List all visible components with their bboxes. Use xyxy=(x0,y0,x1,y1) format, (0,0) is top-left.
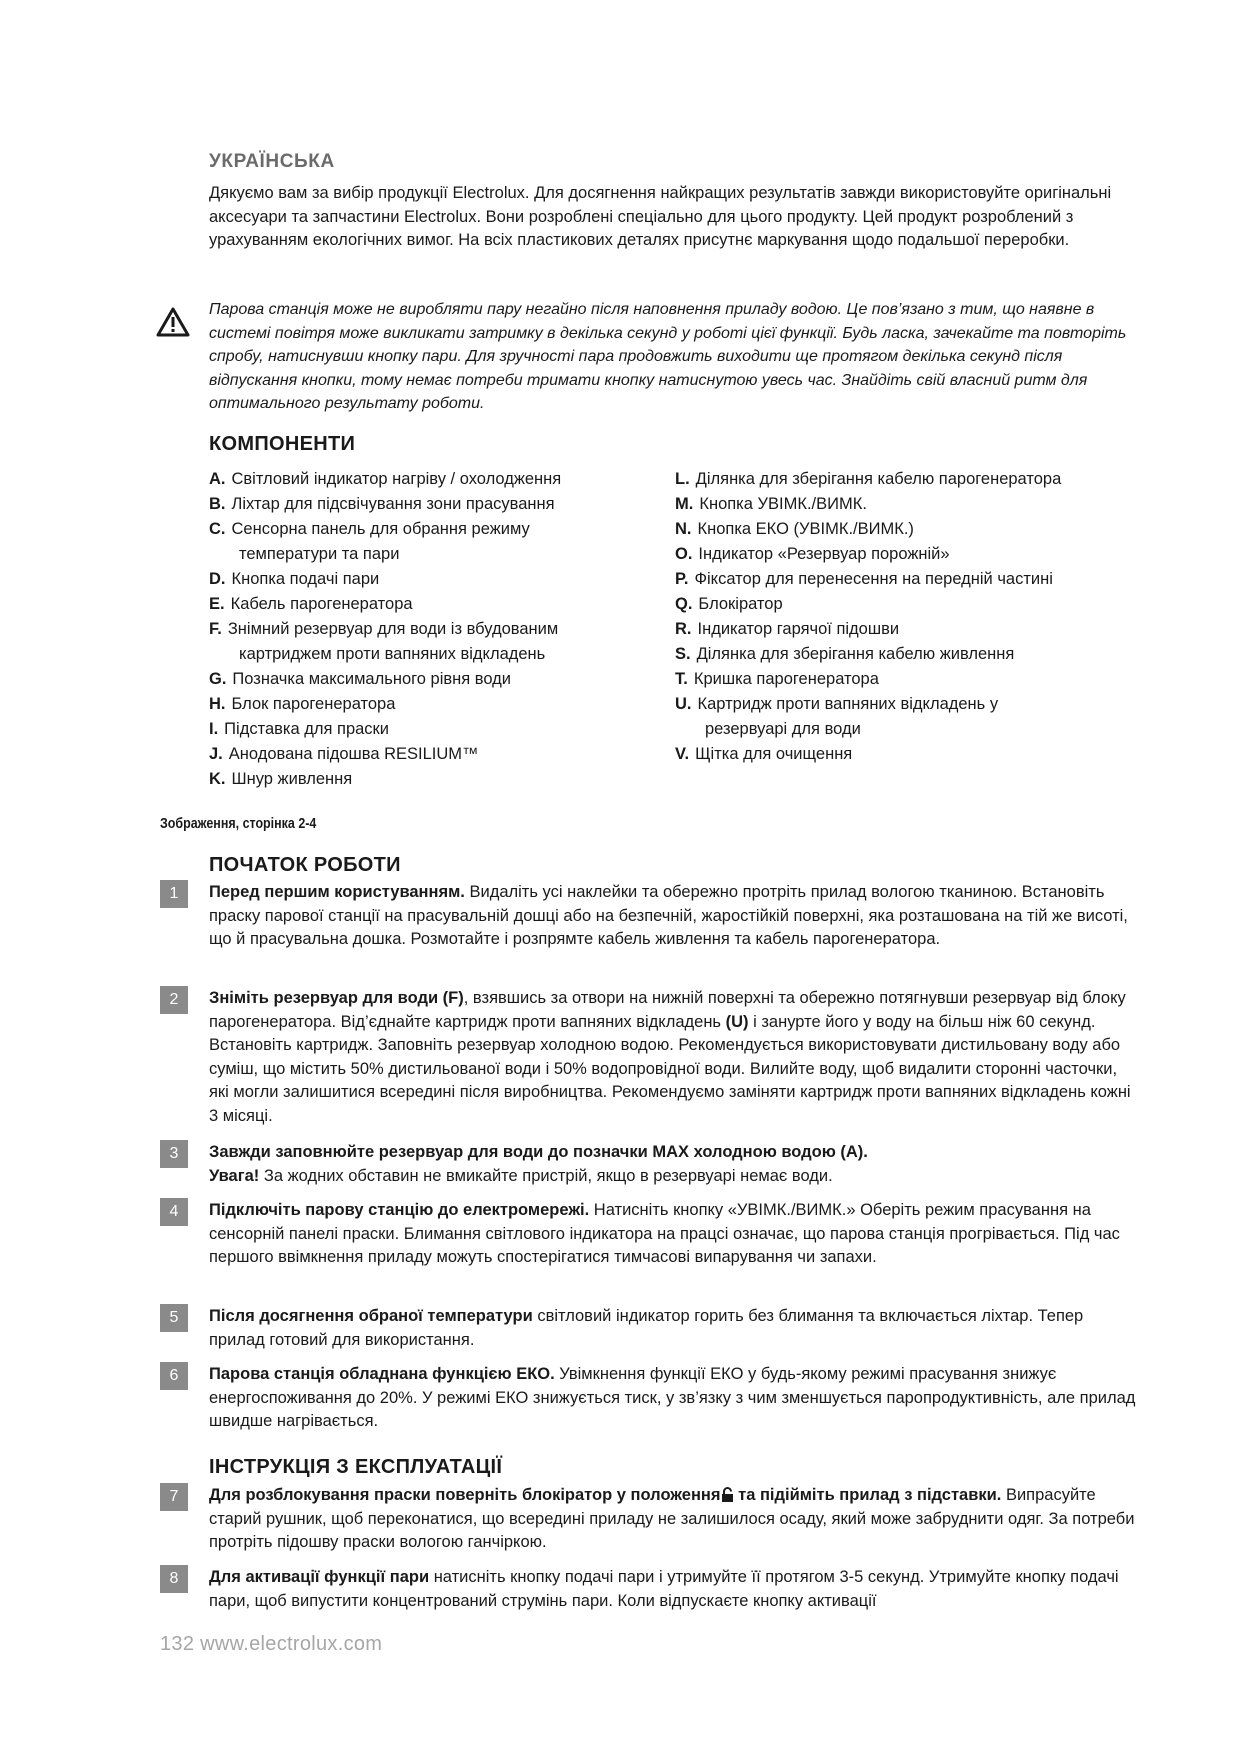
manual-page: УКРАЇНСЬКА Дякуємо вам за вибір продукції Electrolux. Для досягнення найкращих результатів завжди використовуйте оригінальні аксесуари та запчастини Electrolux. Вони розроблені спеціально для цього продукту. Цей продукт розроблений з урахуванням екологічних вимог. На всіх пластикових деталях присутнє маркування щодо подальшої переробки. Парова станція може не виробляти пару негайно після наповнення приладу водою. Це пов’язано з тим, що наявне в системі повітря може викликати затримку в декілька секунд у роботі цієї функції. Будь ласка, зачекайте та повторіть спробу, натиснувши кнопку пари. Для зручності пара продовжить виходити ще протягом декілька секунд після відпускання кнопки, тому немає потреби тримати кнопку натиснутою увесь час. Знайдіть свій власний ритм для оптимального результату роботи. КОМПОНЕНТИ A. Світловий індикатор нагріву / охолодження B. Ліхтар для підсвічування зони прасування C. Сенсорна панель для обрання режиму температури та пари D. Кнопка подачі пари E. Кабель парогенератора F. Знімний резервуар для води із вбудованим картриджем проти вапняних відкладень G. Позначка максимального рівня води H. Блок парогенератора I. Підставка для праски J. Анодована підошва RESILIUM™ K. Шнур живлення L. Ділянка для зберігання кабелю парогенератора M. Кнопка УВІМК./ВИМК. N. Кнопка ЕКО (УВІМК./ВИМК.) O. Індикатор «Резервуар порожній» P. Фіксатор для перенесення на передній частині Q. Блокіратор R. Індикатор гарячої підошви S. Ділянка для зберігання кабелю живлення T. Кришка парогенератора U. Картридж проти вапняних відкладень у резервуарі для води V. Щітка для очищення Зображення, сторінка 2-4 ПОЧАТОК РОБОТИ 1 Перед першим користуванням. Видаліть усі наклейки та обережно протріть прилад вологою тканиною. Встановіть праску парової станції на прасувальній дошці або на безпечній, жаростійкій поверхні, яка розташована на тій же висоті, що й прасувальна дошка. Розмотайте і розпрямте кабель живлення та кабель парогенератора. 2 Зніміть резервуар для води (F), взявшись за отвори на нижній поверхні та обережно потягнувши резервуар від блоку парогенератора. Від’єднайте картридж проти вапняних відкладень (U) і занурте його у воду на більш ніж 60 секунд. Встановіть картридж. Заповніть резервуар холодною водою. Рекомендується використовувати дистильовану воду або суміш, що містить 50% дистильованої води і 50% водопровідної води. Вилийте воду, щоб видалити сторонні часточки, які могли залишитися всередині після виробництва. Рекомендуємо заміняти картридж проти вапняних відкладень кожні 3 місяці. 3 Завжди заповнюйте резервуар для води до позначки MAX холодною водою (A). Увага! За жодних обставин не вмикайте пристрій, якщо в резервуарі немає води. 4 Підключіть парову станцію до електромережі. Натисніть кнопку «УВІМК./ВИМК.» Оберіть режим прасування на сенсорній панелі праски. Блимання світлового індикатора на працсі означає, що парова станція прогрівається. Під час першого ввімкнення приладу можуть спостерігатися тимчасові випарування чи запахи. 5 Після досягнення обраної температури світловий індикатор горить без блимання та включається ліхтар. Тепер прилад готовий для використання. 6 Парова станція обладнана функцією ЕКО. Увімкнення функції ЕКО у будь-якому режимі прасування знижує енергоспоживання до 20%. У режимі ЕКО знижується тиск, у зв’язку з чим зменшується паропродуктивність, але прилад швидше нагрівається. ІНСТРУКЦІЯ З ЕКСПЛУАТАЦІЇ 7 Для розблокування праски поверніть блокіратор у положення та підійміть прилад з підставки. Випрасуйте старий рушник, щоб переконатися, що всередині приладу не залишилося осаду, який може забруднити одяг. За потреби протріть підошву праски вологою ганчіркою. 8 Для активації функції пари натисніть кнопку подачі пари і утримуйте її протягом 3-5 секунд. Утримуйте кнопку подачі пари, щоб випустити концентрований струмінь пари. Коли відпускаєте кнопку активації 132 www.electrolux.com xyxy=(0,0,1241,1754)
website-link[interactable]: www.electrolux.com xyxy=(200,1633,383,1655)
unlock-icon xyxy=(721,1487,734,1502)
component-item: E. Кабель парогенератора xyxy=(209,595,413,613)
component-item: D. Кнопка подачі пари xyxy=(209,570,380,588)
component-item: L. Ділянка для зберігання кабелю парогенератора xyxy=(675,470,1062,488)
step-number-badge: 4 xyxy=(160,1198,188,1226)
component-item: R. Індикатор гарячої підошви xyxy=(675,620,900,638)
component-item: N. Кнопка ЕКО (УВІМК./ВИМК.) xyxy=(675,520,914,538)
component-item: S. Ділянка для зберігання кабелю живлення xyxy=(675,645,1015,663)
components-list-right xyxy=(675,467,1145,767)
step-number-badge: 5 xyxy=(160,1304,188,1332)
component-item: M. Кнопка УВІМК./ВИМК. xyxy=(675,495,867,513)
step-number-badge: 1 xyxy=(160,880,188,908)
component-item: V. Щітка для очищення xyxy=(675,745,853,763)
intro-paragraph: Дякуємо вам за вибір продукції Electrolux. Для досягнення найкращих результатів завжди використовуйте оригінальні аксесуари та запчастини Electrolux. Вони розроблені спеціально для цього продукту. Цей продукт розроблений з урахуванням екологічних вимог. На всіх пластикових деталях присутнє маркування щодо подальшої переробки. xyxy=(209,184,1112,249)
component-item: I. Підставка для праски xyxy=(209,720,389,738)
language-heading: УКРАЇНСЬКА xyxy=(209,151,335,172)
page-number: 132 xyxy=(160,1633,195,1655)
component-item: K. Шнур живлення xyxy=(209,770,353,788)
component-item: U. Картридж проти вапняних відкладень у резервуарі для води xyxy=(675,695,999,738)
component-item: O. Індикатор «Резервуар порожній» xyxy=(675,545,950,563)
components-list-left xyxy=(209,467,649,792)
warning-triangle-icon xyxy=(155,306,191,338)
warning-text: Парова станція може не виробляти пару негайно після наповнення приладу водою. Це пов’язано з тим, що наявне в системі повітря може викликати затримку в декілька секунд у роботі цієї функції. Будь ласка, зачекайте та повторіть спробу, натиснувши кнопку пари. Для зручності пара продовжить виходити ще протягом декілька секунд після відпускання кнопки, тому немає потреби тримати кнопку натиснутою увесь час. Знайдіть свій власний ритм для оптимального результату роботи. xyxy=(209,301,1127,412)
step-number-badge: 2 xyxy=(160,986,188,1014)
component-item: H. Блок парогенератора xyxy=(209,695,396,713)
component-item: T. Кришка парогенератора xyxy=(675,670,879,688)
step-number-badge: 7 xyxy=(160,1483,188,1511)
step-number-badge: 3 xyxy=(160,1140,188,1168)
component-item: J. Анодована підошва RESILIUM™ xyxy=(209,745,479,763)
component-item: C. Сенсорна панель для обрання режиму температури та пари xyxy=(209,520,530,563)
step-number-badge: 8 xyxy=(160,1565,188,1593)
operation-heading: ІНСТРУКЦІЯ З ЕКСПЛУАТАЦІЇ xyxy=(209,1456,503,1478)
component-item: G. Позначка максимального рівня води xyxy=(209,670,512,688)
figure-reference: Зображення, сторінка 2-4 xyxy=(160,816,317,832)
component-item: Q. Блокіратор xyxy=(675,595,783,613)
component-item: A. Світловий індикатор нагріву / охолодження xyxy=(209,470,562,488)
component-item: P. Фіксатор для перенесення на передній частині xyxy=(675,570,1053,588)
component-item: B. Ліхтар для підсвічування зони прасування xyxy=(209,495,555,513)
getting-started-heading: ПОЧАТОК РОБОТИ xyxy=(209,854,401,876)
step-number-badge: 6 xyxy=(160,1362,188,1390)
components-heading: КОМПОНЕНТИ xyxy=(209,433,356,455)
page-footer xyxy=(160,1633,382,1656)
component-item: F. Знімний резервуар для води із вбудованим картриджем проти вапняних відкладень xyxy=(209,620,559,663)
